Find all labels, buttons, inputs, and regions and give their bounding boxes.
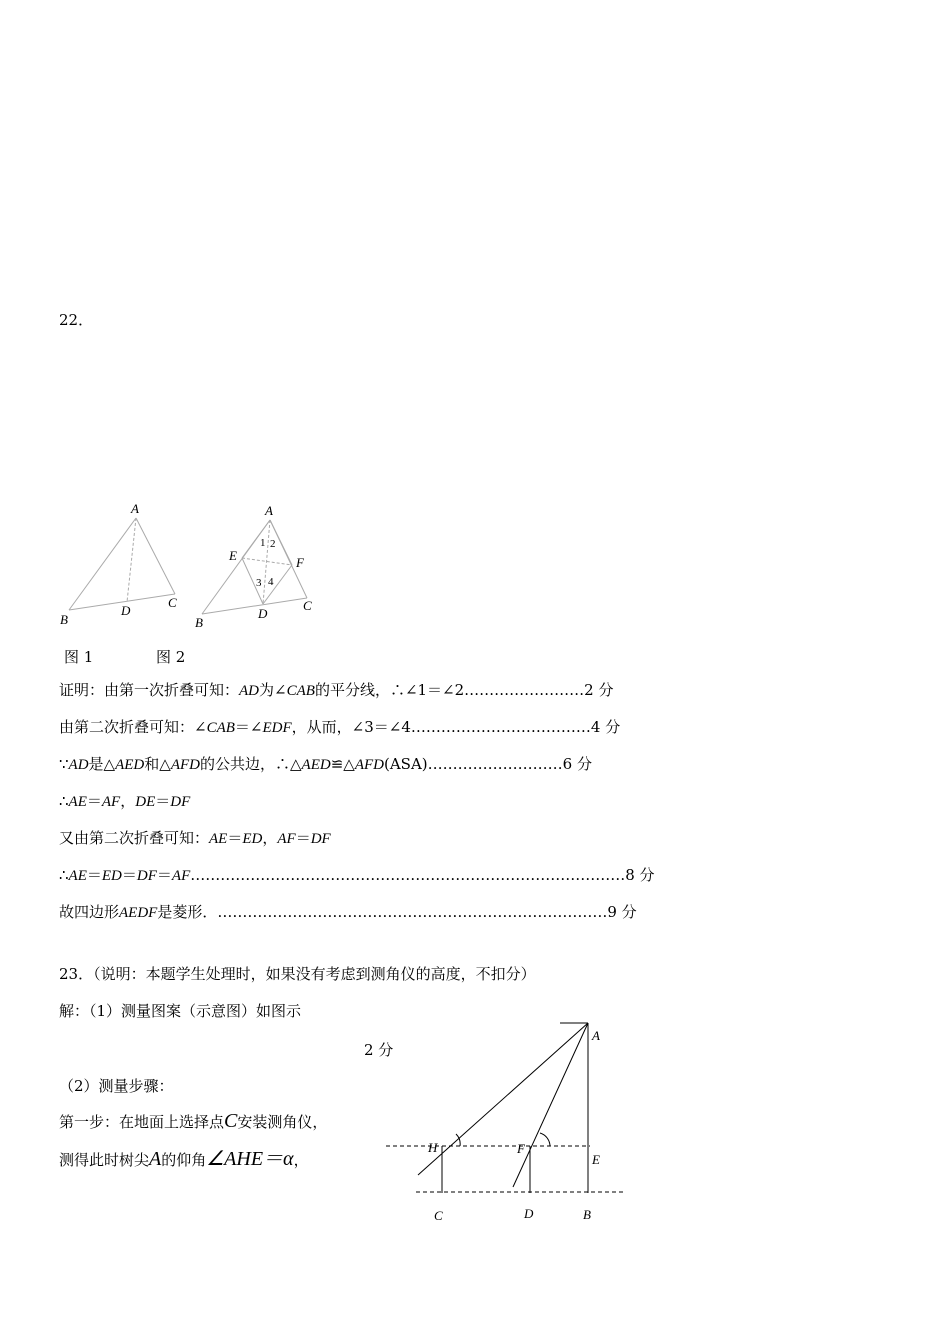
figure-2 bbox=[190, 500, 330, 630]
q23-score: 2 分 bbox=[364, 1041, 394, 1059]
fig1-label-d: D bbox=[121, 603, 131, 618]
fig2-angle-3: 3 bbox=[256, 577, 262, 589]
proof-line-2: 由第二次折叠可知：∠CAB＝∠EDF，从而，∠3＝∠4………………………………4 分 bbox=[59, 718, 621, 736]
diagram-label-c: C bbox=[434, 1208, 443, 1223]
diagram-label-d: D bbox=[524, 1206, 534, 1221]
diagram-label-b: B bbox=[583, 1207, 591, 1222]
figure-2-caption: 图 2 bbox=[156, 648, 186, 666]
q22-number: 22． bbox=[59, 311, 94, 329]
measurement-diagram bbox=[380, 1015, 640, 1230]
q23-header: 23．（说明：本题学生处理时，如果没有考虑到测角仪的高度，不扣分） bbox=[59, 965, 536, 983]
q23-step-2: 测得此时树尖A的仰角∠AHE＝α， bbox=[59, 1148, 309, 1170]
fig2-angle-1: 1 bbox=[260, 537, 266, 549]
proof-line-5: 又由第二次折叠可知：AE＝ED，AF＝DF bbox=[59, 829, 331, 847]
diagram-label-a: A bbox=[592, 1028, 600, 1043]
proof-line-1: 证明：由第一次折叠可知：AD为∠CAB的平分线，∴∠1＝∠2……………………2 分 bbox=[59, 681, 614, 699]
fig2-label-f: F bbox=[296, 555, 304, 570]
fig1-label-b: B bbox=[60, 612, 68, 627]
proof-line-6: ∴AE＝ED＝DF＝AF……………………………………………………………………………8 分 bbox=[59, 866, 655, 884]
q23-step-title: （2）测量步骤： bbox=[59, 1077, 174, 1095]
fig2-label-d: D bbox=[258, 606, 268, 621]
q23-solution-1: 解：（1）测量图案（示意图）如图示 bbox=[59, 1002, 302, 1020]
fig2-label-a: A bbox=[265, 503, 273, 518]
diagram-label-e: E bbox=[592, 1152, 600, 1167]
proof-line-7: 故四边形AEDF是菱形．……………………………………………………………………9 分 bbox=[59, 903, 637, 921]
diagram-label-f: F bbox=[517, 1141, 525, 1156]
fig1-label-a: A bbox=[131, 501, 139, 516]
fig1-label-c: C bbox=[168, 595, 177, 610]
fig2-label-e: E bbox=[229, 548, 237, 563]
fig2-label-b: B bbox=[195, 615, 203, 630]
proof-line-4: ∴AE＝AF，DE＝DF bbox=[59, 792, 191, 810]
fig2-angle-2: 2 bbox=[270, 538, 276, 550]
figure-1-caption: 图 1 bbox=[64, 648, 94, 666]
figure-1 bbox=[55, 498, 195, 628]
fig2-label-c: C bbox=[303, 598, 312, 613]
q23-step-1: 第一步：在地面上选择点C安装测角仪， bbox=[59, 1110, 328, 1132]
diagram-label-h: H bbox=[428, 1140, 438, 1155]
fig2-angle-4: 4 bbox=[268, 576, 274, 588]
proof-line-3: ∵AD是△AED和△AFD的公共边，∴△AED≌△AFD(ASA)………………………6 分 bbox=[59, 755, 592, 773]
